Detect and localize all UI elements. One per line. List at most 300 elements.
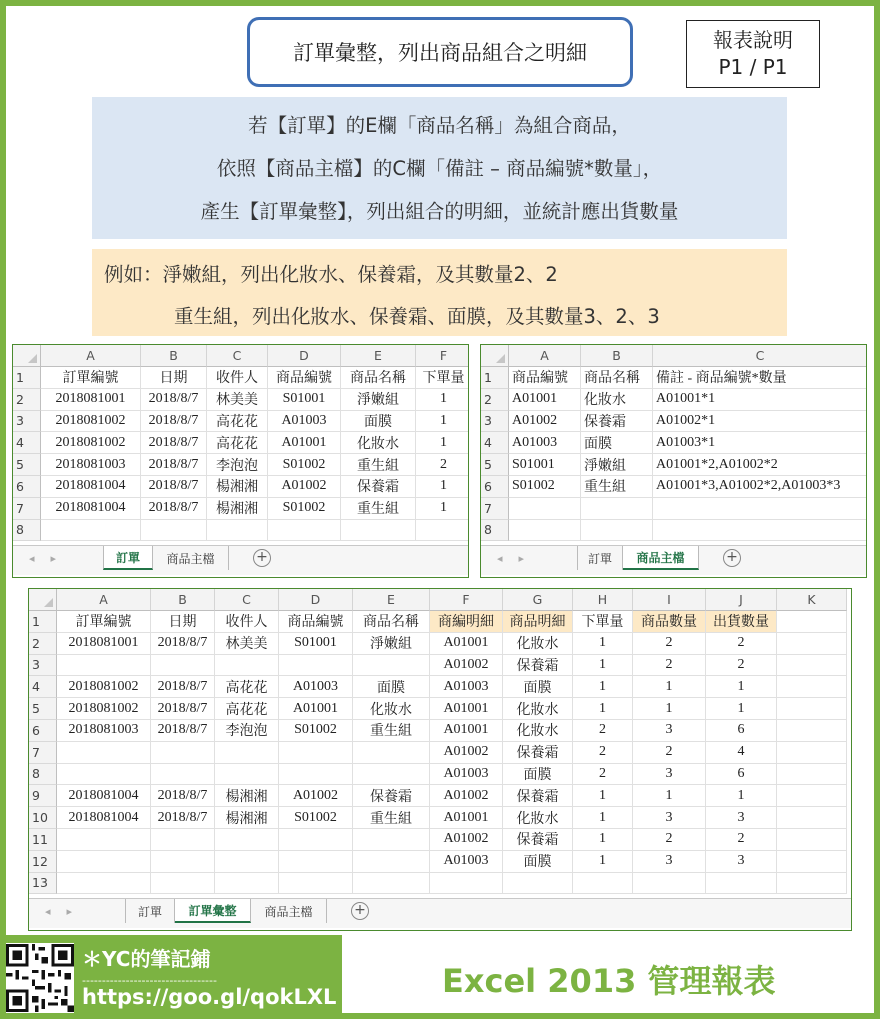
header-cell[interactable]: 收件人 <box>207 367 268 389</box>
table-cell[interactable]: 1 <box>416 411 469 433</box>
header-cell[interactable]: 下單量 <box>573 611 633 633</box>
table-cell[interactable]: 1 <box>706 785 777 807</box>
table-cell[interactable]: A01003 <box>430 676 503 698</box>
column-header[interactable]: A <box>57 589 151 611</box>
description-line: 若【訂單】的E欄「商品名稱」為組合商品， <box>248 113 631 137</box>
table-cell[interactable]: A01002 <box>430 742 503 764</box>
table-cell[interactable] <box>777 720 847 742</box>
table-cell[interactable] <box>353 655 430 677</box>
report-label: 報表說明 <box>713 28 793 52</box>
table-cell[interactable]: 2018/8/7 <box>151 807 215 829</box>
table-cell[interactable]: 3 <box>633 807 706 829</box>
table-cell[interactable]: 1 <box>573 851 633 873</box>
row-header[interactable]: 3 <box>481 411 509 433</box>
column-header[interactable]: F <box>430 589 503 611</box>
header-cell[interactable]: 訂單編號 <box>57 611 151 633</box>
description-box <box>92 97 787 239</box>
header-cell[interactable]: 商品明細 <box>503 611 573 633</box>
row-header[interactable]: 1 <box>13 367 41 389</box>
table-cell[interactable]: 淨嫩組 <box>353 633 430 655</box>
table-cell[interactable]: 保養霜 <box>503 785 573 807</box>
sheet-tab[interactable]: 商品主檔 <box>251 899 327 923</box>
table-cell[interactable] <box>777 764 847 786</box>
table-cell[interactable]: 3 <box>633 764 706 786</box>
row-header[interactable]: 3 <box>29 655 57 677</box>
header-cell[interactable]: 商品編號 <box>279 611 353 633</box>
table-cell[interactable] <box>57 873 151 895</box>
row-header[interactable]: 6 <box>481 476 509 498</box>
table-cell[interactable]: 2 <box>633 633 706 655</box>
table-cell[interactable] <box>509 520 581 542</box>
table-cell[interactable]: A01001 <box>279 698 353 720</box>
sheet-tab-bar <box>481 545 866 575</box>
table-cell[interactable]: 3 <box>706 851 777 873</box>
table-cell[interactable]: 化妝水 <box>341 432 416 454</box>
table-cell[interactable]: 高花花 <box>215 676 279 698</box>
tab-scroll-arrows-icon[interactable]: ◂▸ <box>29 552 73 566</box>
table-cell[interactable]: 1 <box>573 633 633 655</box>
table-cell[interactable]: 2018/8/7 <box>151 785 215 807</box>
table-cell[interactable]: 2018/8/7 <box>141 476 207 498</box>
row-header[interactable]: 4 <box>13 432 41 454</box>
table-cell[interactable] <box>57 655 151 677</box>
table-cell[interactable]: A01001 <box>430 698 503 720</box>
table-cell[interactable]: 化妝水 <box>503 720 573 742</box>
table-cell[interactable]: A01002 <box>430 655 503 677</box>
header-cell[interactable] <box>777 611 847 633</box>
table-cell[interactable] <box>416 520 469 542</box>
table-cell[interactable]: 保養霜 <box>341 476 416 498</box>
table-cell[interactable]: 保養霜 <box>503 829 573 851</box>
table-cell[interactable]: 楊湘湘 <box>207 476 268 498</box>
header-cell[interactable]: 商品數量 <box>633 611 706 633</box>
table-cell[interactable]: 化妝水 <box>353 698 430 720</box>
table-cell[interactable]: 1 <box>706 698 777 720</box>
column-header[interactable]: C <box>653 345 867 367</box>
table-cell[interactable]: 2 <box>573 720 633 742</box>
header-cell[interactable]: 商品名稱 <box>581 367 653 389</box>
row-header[interactable]: 8 <box>481 520 509 542</box>
table-cell[interactable]: 高花花 <box>207 411 268 433</box>
table-cell[interactable] <box>633 873 706 895</box>
products-sheet <box>480 344 867 578</box>
row-header[interactable]: 3 <box>13 411 41 433</box>
table-cell[interactable]: 淨嫩組 <box>581 454 653 476</box>
table-cell[interactable]: S01001 <box>279 633 353 655</box>
table-cell[interactable] <box>215 873 279 895</box>
row-header[interactable]: 7 <box>29 742 57 764</box>
table-cell[interactable] <box>581 520 653 542</box>
table-cell[interactable]: 2018/8/7 <box>141 498 207 520</box>
table-cell[interactable]: 1 <box>706 676 777 698</box>
row-header[interactable]: 4 <box>481 432 509 454</box>
table-cell[interactable] <box>430 873 503 895</box>
table-cell[interactable]: 3 <box>633 851 706 873</box>
table-cell[interactable]: 3 <box>633 720 706 742</box>
row-header[interactable]: 5 <box>29 698 57 720</box>
table-cell[interactable]: 2018/8/7 <box>141 454 207 476</box>
table-cell[interactable]: S01002 <box>509 476 581 498</box>
table-cell[interactable]: 2 <box>573 764 633 786</box>
table-cell[interactable]: S01002 <box>268 498 341 520</box>
example-line: 例如：淨嫩組，列出化妝水、保養霜，及其數量2、2 <box>104 263 558 286</box>
table-cell[interactable] <box>268 520 341 542</box>
table-cell[interactable]: A01002 <box>430 785 503 807</box>
table-cell[interactable]: 李泡泡 <box>207 454 268 476</box>
table-cell[interactable] <box>777 655 847 677</box>
table-cell[interactable]: 化妝水 <box>581 389 653 411</box>
row-header[interactable]: 2 <box>481 389 509 411</box>
table-cell[interactable]: A01002 <box>279 785 353 807</box>
column-header[interactable]: C <box>215 589 279 611</box>
row-header[interactable]: 8 <box>13 520 41 542</box>
header-cell[interactable]: 下單量 <box>416 367 469 389</box>
table-cell[interactable]: 化妝水 <box>503 633 573 655</box>
table-cell[interactable]: 1 <box>633 785 706 807</box>
table-cell[interactable]: 1 <box>633 676 706 698</box>
add-sheet-icon[interactable]: + <box>723 549 741 567</box>
header-cell[interactable]: 商品名稱 <box>341 367 416 389</box>
column-header[interactable]: D <box>268 345 341 367</box>
sheet-tab[interactable]: 訂單 <box>125 899 175 923</box>
table-cell[interactable]: 1 <box>416 389 469 411</box>
table-cell[interactable] <box>279 655 353 677</box>
brand-name: ＊YC的筆記鋪 <box>82 947 211 971</box>
table-cell[interactable]: 2018/8/7 <box>151 698 215 720</box>
table-cell[interactable] <box>151 829 215 851</box>
row-header[interactable]: 1 <box>29 611 57 633</box>
table-cell[interactable]: 1 <box>416 498 469 520</box>
table-cell[interactable]: 2018081002 <box>57 698 151 720</box>
table-cell[interactable] <box>215 655 279 677</box>
table-cell[interactable] <box>57 851 151 873</box>
table-cell[interactable]: 楊湘湘 <box>215 785 279 807</box>
table-cell[interactable]: 面膜 <box>581 432 653 454</box>
column-header[interactable]: E <box>353 589 430 611</box>
example-box <box>92 249 787 336</box>
table-cell[interactable] <box>353 873 430 895</box>
table-cell[interactable]: 1 <box>573 785 633 807</box>
table-cell[interactable]: 楊湘湘 <box>215 807 279 829</box>
table-cell[interactable]: 重生組 <box>353 807 430 829</box>
table-cell[interactable]: 面膜 <box>503 764 573 786</box>
table-cell[interactable]: 重生組 <box>353 720 430 742</box>
row-header[interactable]: 1 <box>481 367 509 389</box>
header-cell[interactable]: 商品編號 <box>509 367 581 389</box>
table-cell[interactable]: 1 <box>573 807 633 829</box>
select-all-corner[interactable] <box>29 589 57 611</box>
brand-url-link[interactable]: https://goo.gl/qokLXL <box>82 985 337 1009</box>
header-cell[interactable]: 日期 <box>151 611 215 633</box>
table-cell[interactable]: 高花花 <box>215 698 279 720</box>
qr-code-icon <box>6 943 74 1013</box>
table-cell[interactable]: 2018/8/7 <box>151 633 215 655</box>
table-cell[interactable] <box>353 764 430 786</box>
table-cell[interactable]: A01001*3,A01002*2,A01003*3 <box>653 476 867 498</box>
table-cell[interactable] <box>279 742 353 764</box>
sheet-tab[interactable]: 訂單 <box>577 546 623 570</box>
table-cell[interactable]: 淨嫩組 <box>341 389 416 411</box>
table-cell[interactable]: 面膜 <box>503 676 573 698</box>
header-cell[interactable]: 日期 <box>141 367 207 389</box>
row-header[interactable]: 5 <box>481 454 509 476</box>
table-cell[interactable]: A01003 <box>430 851 503 873</box>
table-cell[interactable]: 2018081001 <box>57 633 151 655</box>
header-cell[interactable]: 備註 - 商品編號*數量 <box>653 367 867 389</box>
table-cell[interactable]: 2018081003 <box>41 454 141 476</box>
table-cell[interactable]: S01002 <box>279 720 353 742</box>
page-title-text: 訂單彙整，列出商品組合之明細 <box>293 41 587 65</box>
table-cell[interactable]: 李泡泡 <box>215 720 279 742</box>
table-cell[interactable] <box>279 873 353 895</box>
table-cell[interactable] <box>353 851 430 873</box>
table-cell[interactable]: 化妝水 <box>503 807 573 829</box>
table-cell[interactable]: 3 <box>706 807 777 829</box>
table-cell[interactable]: 保養霜 <box>503 742 573 764</box>
header-cell[interactable]: 出貨數量 <box>706 611 777 633</box>
table-cell[interactable]: A01002 <box>430 829 503 851</box>
table-cell[interactable] <box>581 498 653 520</box>
table-cell[interactable] <box>777 676 847 698</box>
row-header[interactable]: 13 <box>29 873 57 895</box>
brand-separator: ---------------------------------- <box>82 974 217 987</box>
table-cell[interactable]: 保養霜 <box>503 655 573 677</box>
table-cell[interactable] <box>57 764 151 786</box>
column-header[interactable]: D <box>279 589 353 611</box>
column-header[interactable]: H <box>573 589 633 611</box>
table-cell[interactable]: 4 <box>706 742 777 764</box>
table-cell[interactable]: 保養霜 <box>581 411 653 433</box>
table-cell[interactable]: A01001 <box>430 807 503 829</box>
table-cell[interactable] <box>777 742 847 764</box>
column-header[interactable]: A <box>509 345 581 367</box>
table-cell[interactable]: A01003 <box>430 764 503 786</box>
table-cell[interactable]: A01002*1 <box>653 411 867 433</box>
table-cell[interactable] <box>503 873 573 895</box>
table-cell[interactable]: 2018081004 <box>41 498 141 520</box>
table-cell[interactable]: 2018081002 <box>41 411 141 433</box>
table-cell[interactable]: A01003 <box>268 411 341 433</box>
table-cell[interactable] <box>151 742 215 764</box>
column-header[interactable]: G <box>503 589 573 611</box>
row-header[interactable]: 10 <box>29 807 57 829</box>
table-cell[interactable]: S01001 <box>268 389 341 411</box>
table-cell[interactable]: 林美美 <box>215 633 279 655</box>
table-cell[interactable]: 6 <box>706 720 777 742</box>
table-cell[interactable]: 面膜 <box>503 851 573 873</box>
add-sheet-icon[interactable]: + <box>253 549 271 567</box>
row-header[interactable]: 5 <box>13 454 41 476</box>
table-cell[interactable]: 2 <box>573 742 633 764</box>
table-cell[interactable]: 化妝水 <box>503 698 573 720</box>
header-cell[interactable]: 商品名稱 <box>353 611 430 633</box>
table-cell[interactable]: 2018/8/7 <box>141 432 207 454</box>
row-header[interactable]: 6 <box>29 720 57 742</box>
column-header[interactable]: F <box>416 345 469 367</box>
table-cell[interactable]: 1 <box>416 432 469 454</box>
table-cell[interactable]: 1 <box>573 676 633 698</box>
row-header[interactable]: 7 <box>481 498 509 520</box>
table-cell[interactable] <box>706 873 777 895</box>
example-line: 重生組，列出化妝水、保養霜、面膜，及其數量3、2、3 <box>174 305 660 328</box>
row-header[interactable]: 2 <box>13 389 41 411</box>
table-cell[interactable]: 2018081004 <box>41 476 141 498</box>
table-cell[interactable]: A01002 <box>509 411 581 433</box>
table-cell[interactable] <box>207 520 268 542</box>
table-cell[interactable] <box>353 829 430 851</box>
table-cell[interactable]: 6 <box>706 764 777 786</box>
row-header[interactable]: 4 <box>29 676 57 698</box>
select-all-corner[interactable] <box>481 345 509 367</box>
column-header[interactable]: K <box>777 589 847 611</box>
select-all-corner[interactable] <box>13 345 41 367</box>
row-header[interactable]: 11 <box>29 829 57 851</box>
table-cell[interactable] <box>215 851 279 873</box>
table-cell[interactable]: 2018/8/7 <box>151 676 215 698</box>
sheet-tab[interactable]: 訂單彙整 <box>175 899 251 923</box>
column-header[interactable]: B <box>141 345 207 367</box>
table-cell[interactable] <box>279 829 353 851</box>
table-cell[interactable]: 1 <box>573 698 633 720</box>
table-cell[interactable] <box>509 498 581 520</box>
table-cell[interactable]: 2018/8/7 <box>141 411 207 433</box>
tab-scroll-arrows-icon[interactable]: ◂▸ <box>45 905 89 919</box>
table-cell[interactable] <box>279 851 353 873</box>
table-cell[interactable]: A01003 <box>509 432 581 454</box>
table-cell[interactable]: 高花花 <box>207 432 268 454</box>
table-cell[interactable] <box>777 785 847 807</box>
column-header[interactable]: B <box>151 589 215 611</box>
table-cell[interactable]: 重生組 <box>341 454 416 476</box>
table-cell[interactable] <box>57 829 151 851</box>
table-cell[interactable] <box>573 873 633 895</box>
table-cell[interactable]: A01001 <box>509 389 581 411</box>
table-cell[interactable]: A01001*2,A01002*2 <box>653 454 867 476</box>
table-cell[interactable]: 重生組 <box>341 498 416 520</box>
table-cell[interactable]: A01001 <box>268 432 341 454</box>
table-cell[interactable] <box>151 655 215 677</box>
table-cell[interactable]: 2 <box>706 633 777 655</box>
table-cell[interactable]: 面膜 <box>341 411 416 433</box>
table-cell[interactable]: 2018081002 <box>57 676 151 698</box>
table-cell[interactable]: A01003*1 <box>653 432 867 454</box>
table-cell[interactable] <box>341 520 416 542</box>
orders-sheet <box>12 344 469 578</box>
table-cell[interactable]: 2018081002 <box>41 432 141 454</box>
column-header[interactable]: I <box>633 589 706 611</box>
row-header[interactable]: 2 <box>29 633 57 655</box>
table-cell[interactable]: S01002 <box>279 807 353 829</box>
table-cell[interactable] <box>215 829 279 851</box>
row-header[interactable]: 12 <box>29 851 57 873</box>
table-cell[interactable]: 2018081004 <box>57 807 151 829</box>
page-label-box <box>686 20 820 88</box>
sheet-tab[interactable]: 商品主檔 <box>153 546 229 570</box>
table-cell[interactable]: 1 <box>633 698 706 720</box>
header-cell[interactable]: 訂單編號 <box>41 367 141 389</box>
table-cell[interactable]: 2018/8/7 <box>151 720 215 742</box>
row-header[interactable]: 8 <box>29 764 57 786</box>
table-cell[interactable]: A01001 <box>430 720 503 742</box>
page-number: P1 / P1 <box>718 55 788 79</box>
table-cell[interactable]: 2 <box>633 742 706 764</box>
table-cell[interactable] <box>777 698 847 720</box>
table-cell[interactable]: 楊湘湘 <box>207 498 268 520</box>
sheet-tab-bar <box>13 545 468 575</box>
table-cell[interactable] <box>151 873 215 895</box>
sheet-tab[interactable]: 商品主檔 <box>623 546 699 570</box>
table-cell[interactable]: 面膜 <box>353 676 430 698</box>
table-cell[interactable]: 2 <box>706 829 777 851</box>
table-cell[interactable]: S01001 <box>509 454 581 476</box>
table-cell[interactable]: 1 <box>573 829 633 851</box>
column-header[interactable]: A <box>41 345 141 367</box>
table-cell[interactable]: A01001*1 <box>653 389 867 411</box>
column-header[interactable]: E <box>341 345 416 367</box>
table-cell[interactable] <box>353 742 430 764</box>
footer-title: Excel 2013 管理報表 <box>442 962 776 1000</box>
table-cell[interactable] <box>777 873 847 895</box>
header-cell[interactable]: 商品編號 <box>268 367 341 389</box>
table-cell[interactable]: 2 <box>416 454 469 476</box>
row-header[interactable]: 6 <box>13 476 41 498</box>
table-cell[interactable]: 2018081001 <box>41 389 141 411</box>
table-cell[interactable] <box>777 829 847 851</box>
column-header[interactable]: B <box>581 345 653 367</box>
table-cell[interactable]: 2018/8/7 <box>141 389 207 411</box>
description-line: 依照【商品主檔】的C欄「備註 – 商品編號*數量」， <box>216 156 663 180</box>
table-cell[interactable]: 1 <box>416 476 469 498</box>
table-cell[interactable]: 2 <box>633 829 706 851</box>
table-cell[interactable] <box>141 520 207 542</box>
table-cell[interactable]: 2 <box>706 655 777 677</box>
table-cell[interactable] <box>777 633 847 655</box>
description-line: 產生【訂單彙整】，列出組合的明細，並統計應出貨數量 <box>200 199 679 223</box>
table-cell[interactable]: A01003 <box>279 676 353 698</box>
table-cell[interactable] <box>653 498 867 520</box>
table-cell[interactable] <box>151 764 215 786</box>
table-cell[interactable]: 2018081003 <box>57 720 151 742</box>
table-cell[interactable] <box>215 764 279 786</box>
header-cell[interactable]: 收件人 <box>215 611 279 633</box>
table-cell[interactable] <box>279 764 353 786</box>
table-cell[interactable]: S01002 <box>268 454 341 476</box>
tab-scroll-arrows-icon[interactable]: ◂▸ <box>497 552 541 566</box>
table-cell[interactable]: 2018081004 <box>57 785 151 807</box>
table-cell[interactable]: A01002 <box>268 476 341 498</box>
table-cell[interactable]: 林美美 <box>207 389 268 411</box>
table-cell[interactable]: 重生組 <box>581 476 653 498</box>
row-header[interactable]: 9 <box>29 785 57 807</box>
table-cell[interactable] <box>57 742 151 764</box>
table-cell[interactable]: 2 <box>633 655 706 677</box>
column-header[interactable]: J <box>706 589 777 611</box>
table-cell[interactable] <box>653 520 867 542</box>
table-cell[interactable]: 保養霜 <box>353 785 430 807</box>
table-cell[interactable] <box>41 520 141 542</box>
column-header[interactable]: C <box>207 345 268 367</box>
row-header[interactable]: 7 <box>13 498 41 520</box>
header-cell[interactable]: 商編明細 <box>430 611 503 633</box>
table-cell[interactable] <box>215 742 279 764</box>
table-cell[interactable] <box>151 851 215 873</box>
add-sheet-icon[interactable]: + <box>351 902 369 920</box>
table-cell[interactable]: A01001 <box>430 633 503 655</box>
table-cell[interactable] <box>777 807 847 829</box>
table-cell[interactable]: 1 <box>573 655 633 677</box>
sheet-tab[interactable]: 訂單 <box>103 546 153 570</box>
table-cell[interactable] <box>777 851 847 873</box>
